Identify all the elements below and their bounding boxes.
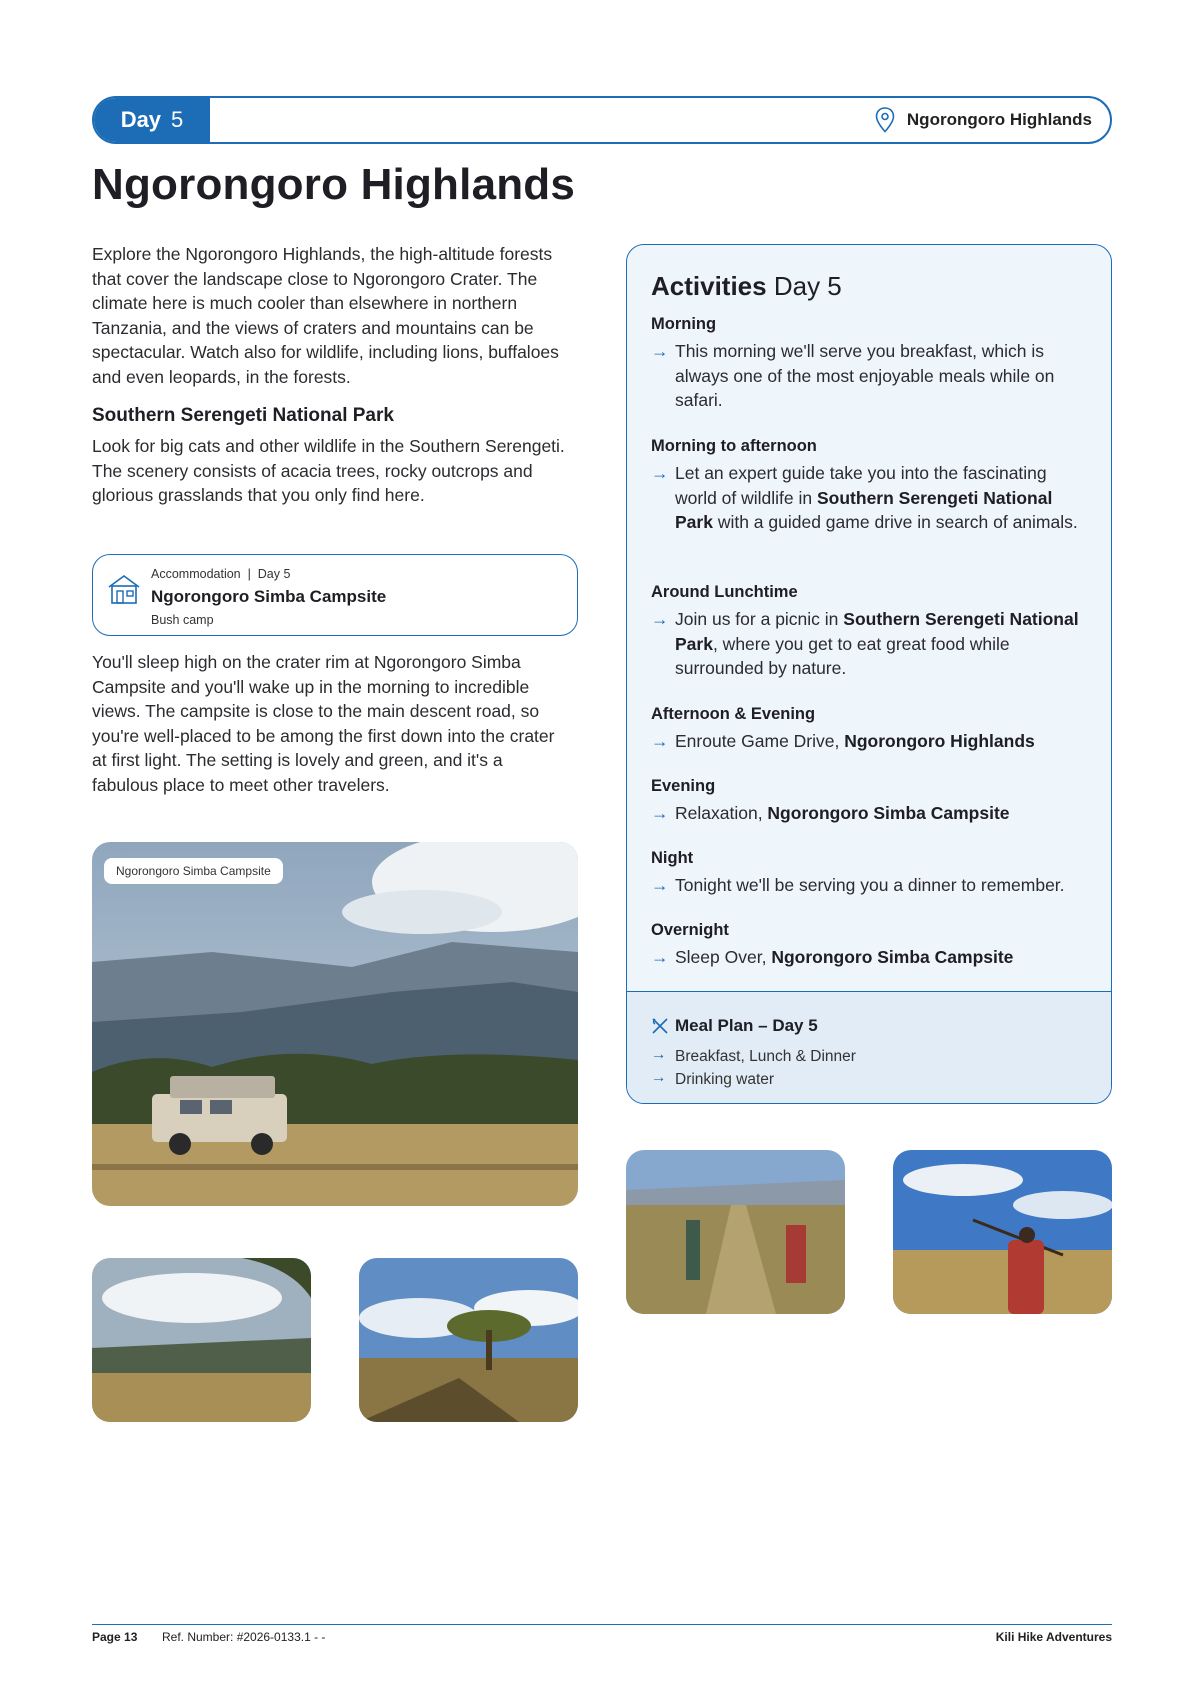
activity-time-label: Overnight (651, 921, 729, 939)
accommodation-card[interactable] (92, 554, 578, 636)
activity-time-label: Around Lunchtime (651, 583, 798, 601)
activity-description (651, 729, 1081, 754)
accommodation-day: Day 5 (257, 567, 291, 581)
activities-title-day: Day 5 (773, 271, 842, 301)
activity-text-rest: with a guided game drive in search of animals. (712, 512, 1078, 533)
campsite-photo (92, 842, 578, 1206)
activity-text: Relaxation, (675, 803, 768, 823)
footer-ref: Ref. Number: #2026-0133.1 - - (162, 1630, 326, 1644)
activity-description (651, 945, 1081, 970)
activity-text: Sleep Over, (675, 947, 772, 967)
accommodation-description: You'll sleep high on the crater rim at Ngorongoro Simba Campsite and you'll wake up in the morning to incredible views. The campsite is close to the main descent road, so you're well-placed to be among the first down into the crater at first light. The setting is lovely and green, and it's a fabulous place to meet other travelers. (92, 652, 555, 795)
activity-time-label: Night (651, 849, 694, 867)
footer-divider (92, 1624, 1112, 1625)
accommodation-name: Ngorongoro Simba Campsite (151, 587, 387, 606)
arrow-right-icon: → (651, 731, 669, 751)
meal-plan-title: Meal Plan – Day 5 (675, 1016, 818, 1035)
activities-title (651, 271, 842, 302)
activity-place: Southern Serengeti National Park (675, 609, 1079, 654)
arrow-right-icon: → (651, 875, 669, 895)
hikers-photo (626, 1150, 845, 1314)
arrow-right-icon: → (651, 609, 669, 629)
meal-plan-item-text: Drinking water (675, 1071, 775, 1088)
park-paragraph: Look for big cats and other wildlife in the Southern Serengeti. The scenery consists of acacia trees, rocky outcrops and glorious grasslands that you only find here. (92, 436, 565, 506)
highlands-photo (92, 1258, 311, 1422)
accommodation-meta (151, 567, 290, 581)
acacia-photo (359, 1258, 578, 1422)
cutlery-icon (651, 1017, 669, 1035)
activity-time-label: Afternoon & Evening (651, 705, 816, 723)
activity-description (651, 873, 1081, 898)
map-pin-icon (875, 107, 895, 133)
day-number: 5 (171, 107, 184, 132)
arrow-right-icon: → (651, 1046, 667, 1063)
page-title: Ngorongoro Highlands (92, 160, 576, 209)
arrow-right-icon: → (651, 1069, 667, 1086)
maasai-photo (893, 1150, 1112, 1314)
arrow-right-icon: → (651, 803, 669, 823)
activity-description (651, 801, 1081, 826)
activity-text: Tonight we'll be serving you a dinner to remember. (675, 875, 1065, 895)
activity-place: Ngorongoro Highlands (844, 731, 1035, 751)
meal-plan-item (651, 1071, 774, 1089)
arrow-right-icon: → (651, 947, 669, 967)
activity-place: Ngorongoro Simba Campsite (771, 947, 1014, 967)
activity-text-rest: , where you get to eat great food while surrounded by nature. (675, 633, 1010, 679)
activity-text: Enroute Game Drive, (675, 731, 845, 751)
meal-plan-item-text: Breakfast, Lunch & Dinner (675, 1048, 856, 1065)
activity-place: Ngorongoro Simba Campsite (767, 803, 1010, 823)
activity-description (651, 339, 1081, 413)
activity-text: Join us for a picnic in (675, 609, 844, 629)
accommodation-label: Accommodation (151, 567, 241, 581)
activity-description (651, 461, 1081, 535)
activity-time-label: Morning to afternoon (651, 437, 817, 455)
activity-time-label: Morning (651, 315, 717, 333)
accommodation-type: Bush camp (151, 613, 214, 627)
activity-time-label: Evening (651, 777, 716, 795)
activities-title-bold: Activities (651, 271, 767, 301)
arrow-right-icon: → (651, 341, 669, 361)
footer-company: Kili Hike Adventures (995, 1630, 1112, 1644)
day-header-bar (92, 96, 1112, 144)
activity-place: Southern Serengeti National Park (675, 487, 1053, 533)
activity-text: Let an expert guide take you into the fascinating world of wildlife in (675, 463, 1047, 508)
photo-caption: Ngorongoro Simba Campsite (104, 858, 283, 884)
meal-plan-item (651, 1048, 856, 1066)
intro-paragraph: Explore the Ngorongoro Highlands, the high-altitude forests that cover the landscape close to Ngorongoro Crater. The climate here is much cooler than elsewhere in northern Tanzania, and the views of craters and mountains can be spectacular. Watch also for wildlife, including lions, buffaloes and even leopards, in the forests. (92, 244, 559, 387)
house-icon (107, 573, 141, 605)
day-pill (94, 98, 210, 142)
meal-plan (627, 991, 1111, 1104)
activities-panel (626, 244, 1112, 1104)
park-heading: Southern Serengeti National Park (92, 405, 394, 426)
day-label: Day (120, 107, 162, 132)
footer-page: Page 13 (92, 1630, 138, 1644)
arrow-right-icon: → (651, 463, 669, 483)
activity-description (651, 607, 1081, 681)
header-location (875, 107, 1092, 133)
meal-plan-heading (651, 1016, 818, 1036)
header-location-label: Ngorongoro Highlands (906, 110, 1092, 129)
accommodation-separator: | (247, 567, 251, 581)
activity-text: This morning we'll serve you breakfast, which is always one of the most enjoyable meals while on safari. (675, 341, 1055, 411)
